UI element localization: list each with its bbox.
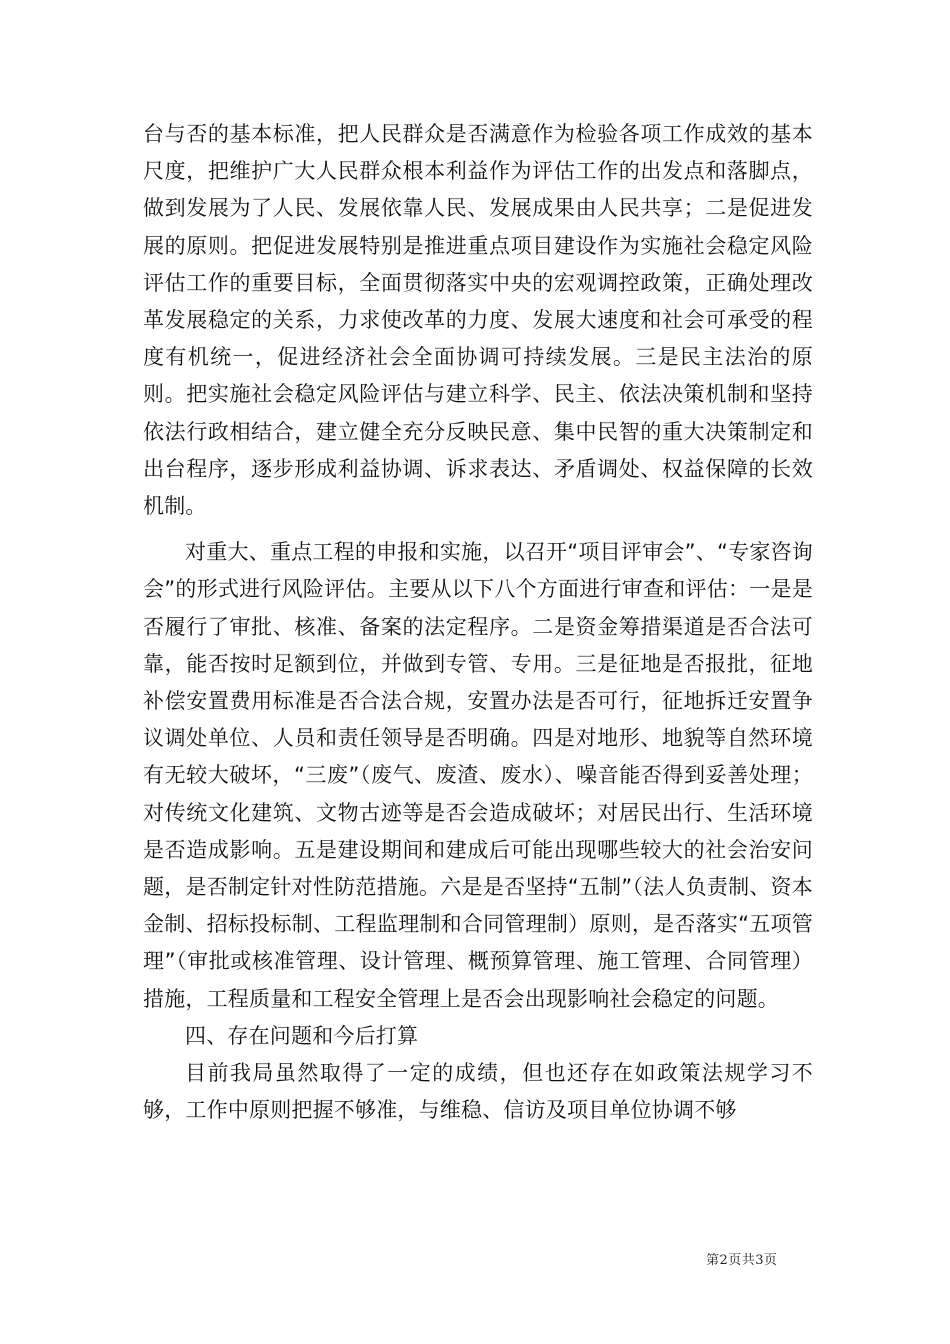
document-body	[143, 116, 813, 1129]
paragraph-risk-assessment: 对重大、重点工程的申报和实施，以召开“项目评审会”、“专家咨询会”的形式进行风险评估。主要从以下八个方面进行审查和评估：一是是否履行了审批、核准、备案的法定程序。二是资金筹措渠道是否合法可靠，能否按时足额到位，并做到专管、专用。三是征地是否报批，征地补偿安置费用标准是否合法合规，安置办法是否可行，征地拆迁安置争议调处单位、人员和责任领导是否明确。四是对地形、地貌等自然环境有无较大破坏，“三废”（废气、废渣、废水）、噪音能否得到妥善处理；对传统文化建筑、文物古迹等是否会造成破坏；对居民出行、生活环境是否造成影响。五是建设期间和建成后可能出现哪些较大的社会治安问题，是否制定针对性防范措施。六是是否坚持“五制”（法人负责制、资本金制、招标投标制、工程监理制和合同管理制）原则，是否落实“五项管理”（审批或核准管理、设计管理、概预算管理、施工管理、合同管理）措施，工程质量和工程安全管理上是否会出现影响社会稳定的问题。	[143, 540, 813, 1011]
section-heading-problems-and-plans: 四、存在问题和今后打算	[185, 1023, 419, 1048]
page-number-footer: 第2页共3页	[706, 1253, 778, 1268]
paragraph-current-problems: 目前我局虽然取得了一定的成绩，但也还存在如政策法规学习不够，工作中原则把握不够准，与维稳、信访及项目单位协调不够	[143, 1061, 813, 1123]
paragraph-principles: 台与否的基本标准，把人民群众是否满意作为检验各项工作成效的基本尺度，把维护广大人民群众根本利益作为评估工作的出发点和落脚点，做到发展为了人民、发展依靠人民、发展成果由人民共享；二是促进发展的原则。把促进发展特别是推进重点项目建设作为实施社会稳定风险评估工作的重要目标，全面贯彻落实中央的宏观调控政策，正确处理改革发展稳定的关系，力求使改革的力度、发展大速度和社会可承受的程度有机统一，促进经济社会全面协调可持续发展。三是民主法治的原则。把实施社会稳定风险评估与建立科学、民主、依法决策机制和坚持依法行政相结合，建立健全充分反映民意、集中民智的重大决策制定和出台程序，逐步形成利益协调、诉求表达、矛盾调处、权益保障的长效机制。	[143, 122, 813, 519]
